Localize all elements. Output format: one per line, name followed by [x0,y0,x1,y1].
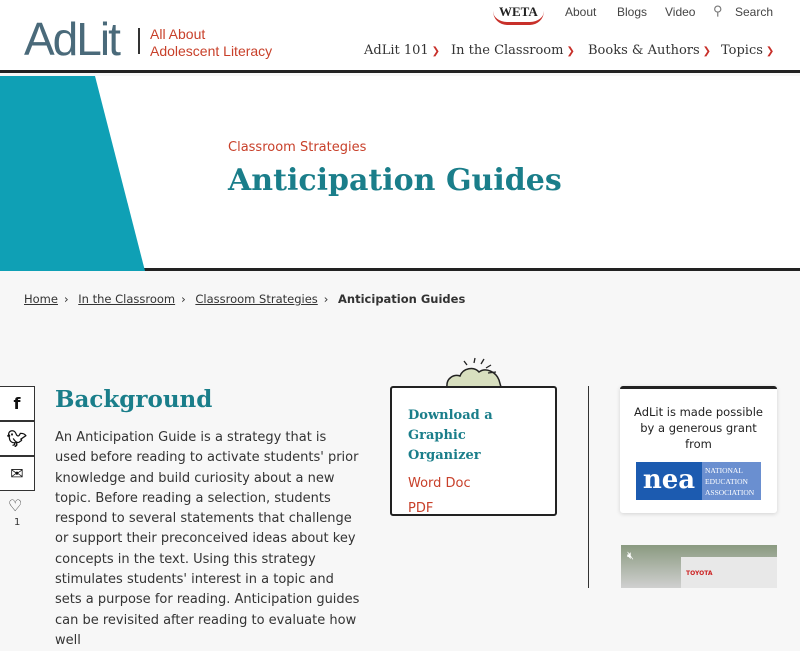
pdf-link[interactable]: PDF [408,501,434,516]
video-brand: TOYOTA [686,570,713,577]
video-ad[interactable] [621,545,777,588]
chevron-down-icon: ❯ [765,46,775,57]
breadcrumb-home[interactable]: Home [24,292,58,306]
breadcrumb-classroom[interactable]: In the Classroom [78,292,176,306]
about-link[interactable]: About [565,5,597,19]
sponsor-text: AdLit is made possible by a generous grant from [634,405,763,451]
search-link[interactable]: Search [735,5,774,19]
facebook-share-icon[interactable]: f [0,386,35,421]
nav-books-authors[interactable]: Books & Authors ❯ [588,43,712,58]
word-doc-link[interactable]: Word Doc [408,476,471,491]
hero-kicker[interactable]: Classroom Strategies [228,140,367,155]
heart-icon[interactable]: ♡ [8,496,23,515]
chevron-down-icon: ❯ [431,46,441,57]
page-title: Anticipation Guides [228,163,562,198]
breadcrumb: Home › In the Classroom › Classroom Strategies › Anticipation Guides [24,292,466,306]
mute-icon[interactable]: 🔇︎ [627,549,634,562]
video-link[interactable]: Video [665,5,696,19]
chevron-down-icon: ❯ [566,46,575,57]
hero-accent-shape [0,76,150,271]
adlit-logo[interactable]: AdLit [24,13,119,65]
email-share-icon[interactable]: ✉ [0,456,35,491]
nav-in-the-classroom[interactable]: In the Classroom ❯ [451,43,575,58]
section-heading: Background [55,386,213,413]
nea-logo[interactable]: nea NATIONAL EDUCATION ASSOCIATION [636,462,761,500]
like-count: 1 [14,517,21,528]
sponsor-card [620,386,777,513]
breadcrumb-current: Anticipation Guides [338,292,466,306]
download-title: Download a Graphic Organizer [408,408,493,463]
search-icon[interactable]: ⚲ [713,3,723,18]
cloud-icon [444,356,504,388]
weta-logo[interactable]: WETA [493,2,544,25]
nav-topics[interactable]: Topics ❯ [721,43,775,58]
download-organizer-box [390,386,557,516]
background-paragraph: An Anticipation Guide is a strategy that is used before reading to activate students' prior knowledge and build curiosity about a new topic. Before reading a selection, students respond to several statements that challenge or support their preconceived ideas about key concepts in the text. Using this strategy stimulates students' interest in a topic and sets a purpose for reading. Anticipation guides can be revisited after reading to evaluate how well [55,430,360,648]
twitter-share-icon[interactable]: 🐦︎ [0,421,35,456]
breadcrumb-strategies[interactable]: Classroom Strategies [195,292,318,306]
chevron-down-icon: ❯ [702,46,712,57]
blogs-link[interactable]: Blogs [617,5,648,19]
nav-adlit-101[interactable]: AdLit 101 ❯ [364,43,441,58]
column-divider [588,386,589,588]
site-header [0,0,800,73]
tagline: All About Adolescent Literacy [150,26,273,59]
logo-divider [138,28,140,54]
